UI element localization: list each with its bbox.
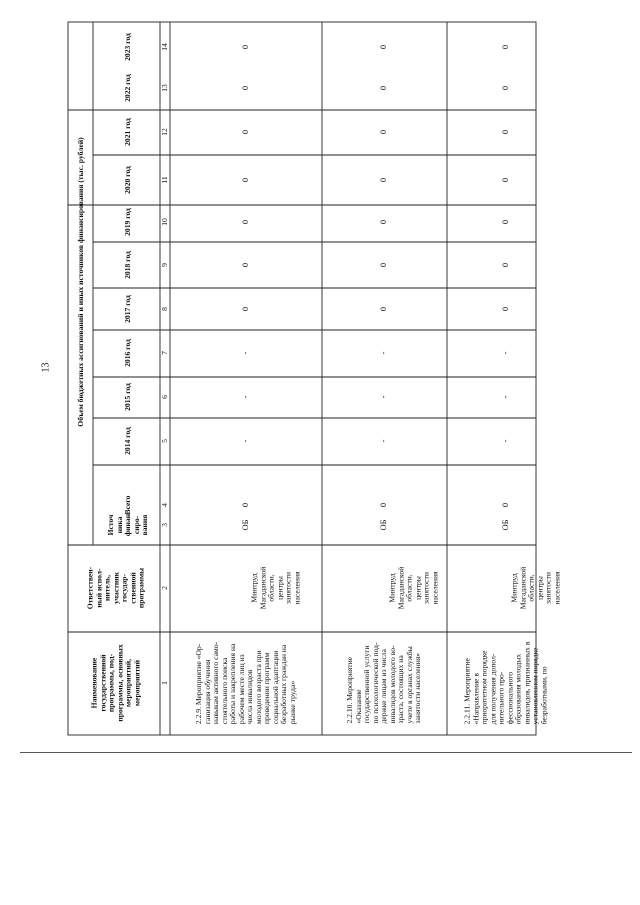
row-3-name: 2.2.11. Мероприятие «Направление в приоритетном порядке для получения допол- нительного про- фессионального образования молодых инвалидов, признанных в установленном порядке безработными, по bbox=[462, 641, 548, 725]
header-source-text: Источ ника финан сиро- вания bbox=[105, 513, 149, 537]
row-1-value-9: 0 bbox=[240, 129, 251, 135]
col-number-4: 4 bbox=[159, 503, 169, 507]
row-1-value-1: 0 bbox=[240, 502, 251, 508]
row-1-value-3: - bbox=[240, 395, 251, 399]
col-number-13: 13 bbox=[159, 84, 169, 92]
row-3-value-5: 0 bbox=[500, 306, 511, 312]
col-number-10: 10 bbox=[159, 218, 169, 226]
row-2-value-8: 0 bbox=[378, 177, 389, 183]
col-number-5: 5 bbox=[159, 439, 169, 443]
row-2-value-2: - bbox=[378, 439, 389, 443]
row-2-value-6: 0 bbox=[378, 262, 389, 268]
year-2016: 2016 год bbox=[122, 339, 132, 367]
year-2017: 2017 год bbox=[122, 295, 132, 323]
row-1-source: ОБ bbox=[240, 519, 251, 531]
row-3-value-3: - bbox=[500, 395, 511, 399]
header-executor-text: Ответствен- ный испол- нитель, участник государ- ственной программы bbox=[85, 566, 146, 610]
row-2-value-3: - bbox=[378, 395, 389, 399]
col-number-2: 2 bbox=[159, 586, 169, 590]
row-2-value-7: 0 bbox=[378, 219, 389, 225]
year-2018: 2018 год bbox=[122, 251, 132, 279]
header-executor-column bbox=[86, 567, 146, 609]
header-name-column bbox=[91, 644, 142, 721]
row-1-value-6: 0 bbox=[240, 262, 251, 268]
header-name-text: Наименование государственной программы, под- программы, основных мероприятий, мероприятий bbox=[89, 644, 141, 722]
row-2-value-1: 0 bbox=[378, 502, 389, 508]
row-3-source: ОБ bbox=[500, 519, 511, 531]
row-3-value-8: 0 bbox=[500, 177, 511, 183]
row-1-value-7: 0 bbox=[240, 219, 251, 225]
year-2019: 2019 год bbox=[122, 208, 132, 236]
row-3-value-6: 0 bbox=[500, 262, 511, 268]
year-total: Всего bbox=[122, 495, 132, 515]
row-2-executor: Минтруд Магаданской области, центры занятости населения bbox=[387, 566, 439, 610]
col-number-12: 12 bbox=[159, 128, 169, 136]
row-1-value-10: 0 bbox=[240, 85, 251, 91]
year-2022: 2022 год bbox=[122, 74, 132, 102]
year-2023: 2023 год bbox=[122, 33, 132, 61]
row-1-value-11: 0 bbox=[240, 44, 251, 50]
col-number-1: 1 bbox=[159, 681, 169, 685]
col-number-14: 14 bbox=[159, 43, 169, 51]
year-2015: 2015 год bbox=[122, 383, 132, 411]
row-1-value-8: 0 bbox=[240, 177, 251, 183]
row-3-value-9: 0 bbox=[500, 129, 511, 135]
col-number-9: 9 bbox=[159, 263, 169, 267]
header-source-column bbox=[107, 514, 150, 536]
col-number-11: 11 bbox=[159, 176, 169, 184]
row-2-value-4: - bbox=[378, 351, 389, 355]
row-2-value-11: 0 bbox=[378, 44, 389, 50]
row-3-value-10: 0 bbox=[500, 85, 511, 91]
row-1-value-4: - bbox=[240, 351, 251, 355]
row-2-value-10: 0 bbox=[378, 85, 389, 91]
row-3-value-11: 0 bbox=[500, 44, 511, 50]
page-number: 13 bbox=[40, 362, 52, 373]
row-1-executor: Минтруд Магаданской области, центры занятости населения bbox=[249, 566, 301, 610]
row-3-value-2: - bbox=[500, 439, 511, 443]
row-3-value-4: - bbox=[500, 351, 511, 355]
col-number-8: 8 bbox=[159, 307, 169, 311]
year-2021: 2021 год bbox=[122, 118, 132, 146]
page-footer-rule bbox=[20, 752, 632, 753]
year-2020: 2020 год bbox=[122, 166, 132, 194]
row-3-executor: Минтруд Магаданской области, центры занятости населения bbox=[509, 566, 561, 610]
row-2-value-9: 0 bbox=[378, 129, 389, 135]
col-number-6: 6 bbox=[159, 395, 169, 399]
col-number-3: 3 bbox=[159, 523, 169, 527]
header-funding-title: Объем бюджетных ассигнований и иных источников финансирования (тыс. рублей) bbox=[75, 137, 85, 427]
row-1-name: 2.2.9. Мероприятие «Ор- ганизация обучения навыкам активного само- стоятельного поиска работы и закрепления на рабочем месте лиц из числа инвалидов молодого возраста при проведении программ социальной адаптации безработных граждан на рынке труда» bbox=[194, 641, 297, 725]
row-1-value-2: - bbox=[240, 439, 251, 443]
row-2-name: 2.2.10. Мероприятие «Оказание государственной услуги по психологической под- держке лицам из числа инвалидов молодого во- зраста, состоящих на учете в органах службы занятости населения» bbox=[344, 642, 422, 724]
row-1-value-5: 0 bbox=[240, 306, 251, 312]
row-3-value-7: 0 bbox=[500, 219, 511, 225]
row-2-source: ОБ bbox=[378, 519, 389, 531]
year-2014: 2014 год bbox=[122, 427, 132, 455]
col-number-7: 7 bbox=[159, 351, 169, 355]
row-3-value-1: 0 bbox=[500, 502, 511, 508]
row-2-value-5: 0 bbox=[378, 306, 389, 312]
